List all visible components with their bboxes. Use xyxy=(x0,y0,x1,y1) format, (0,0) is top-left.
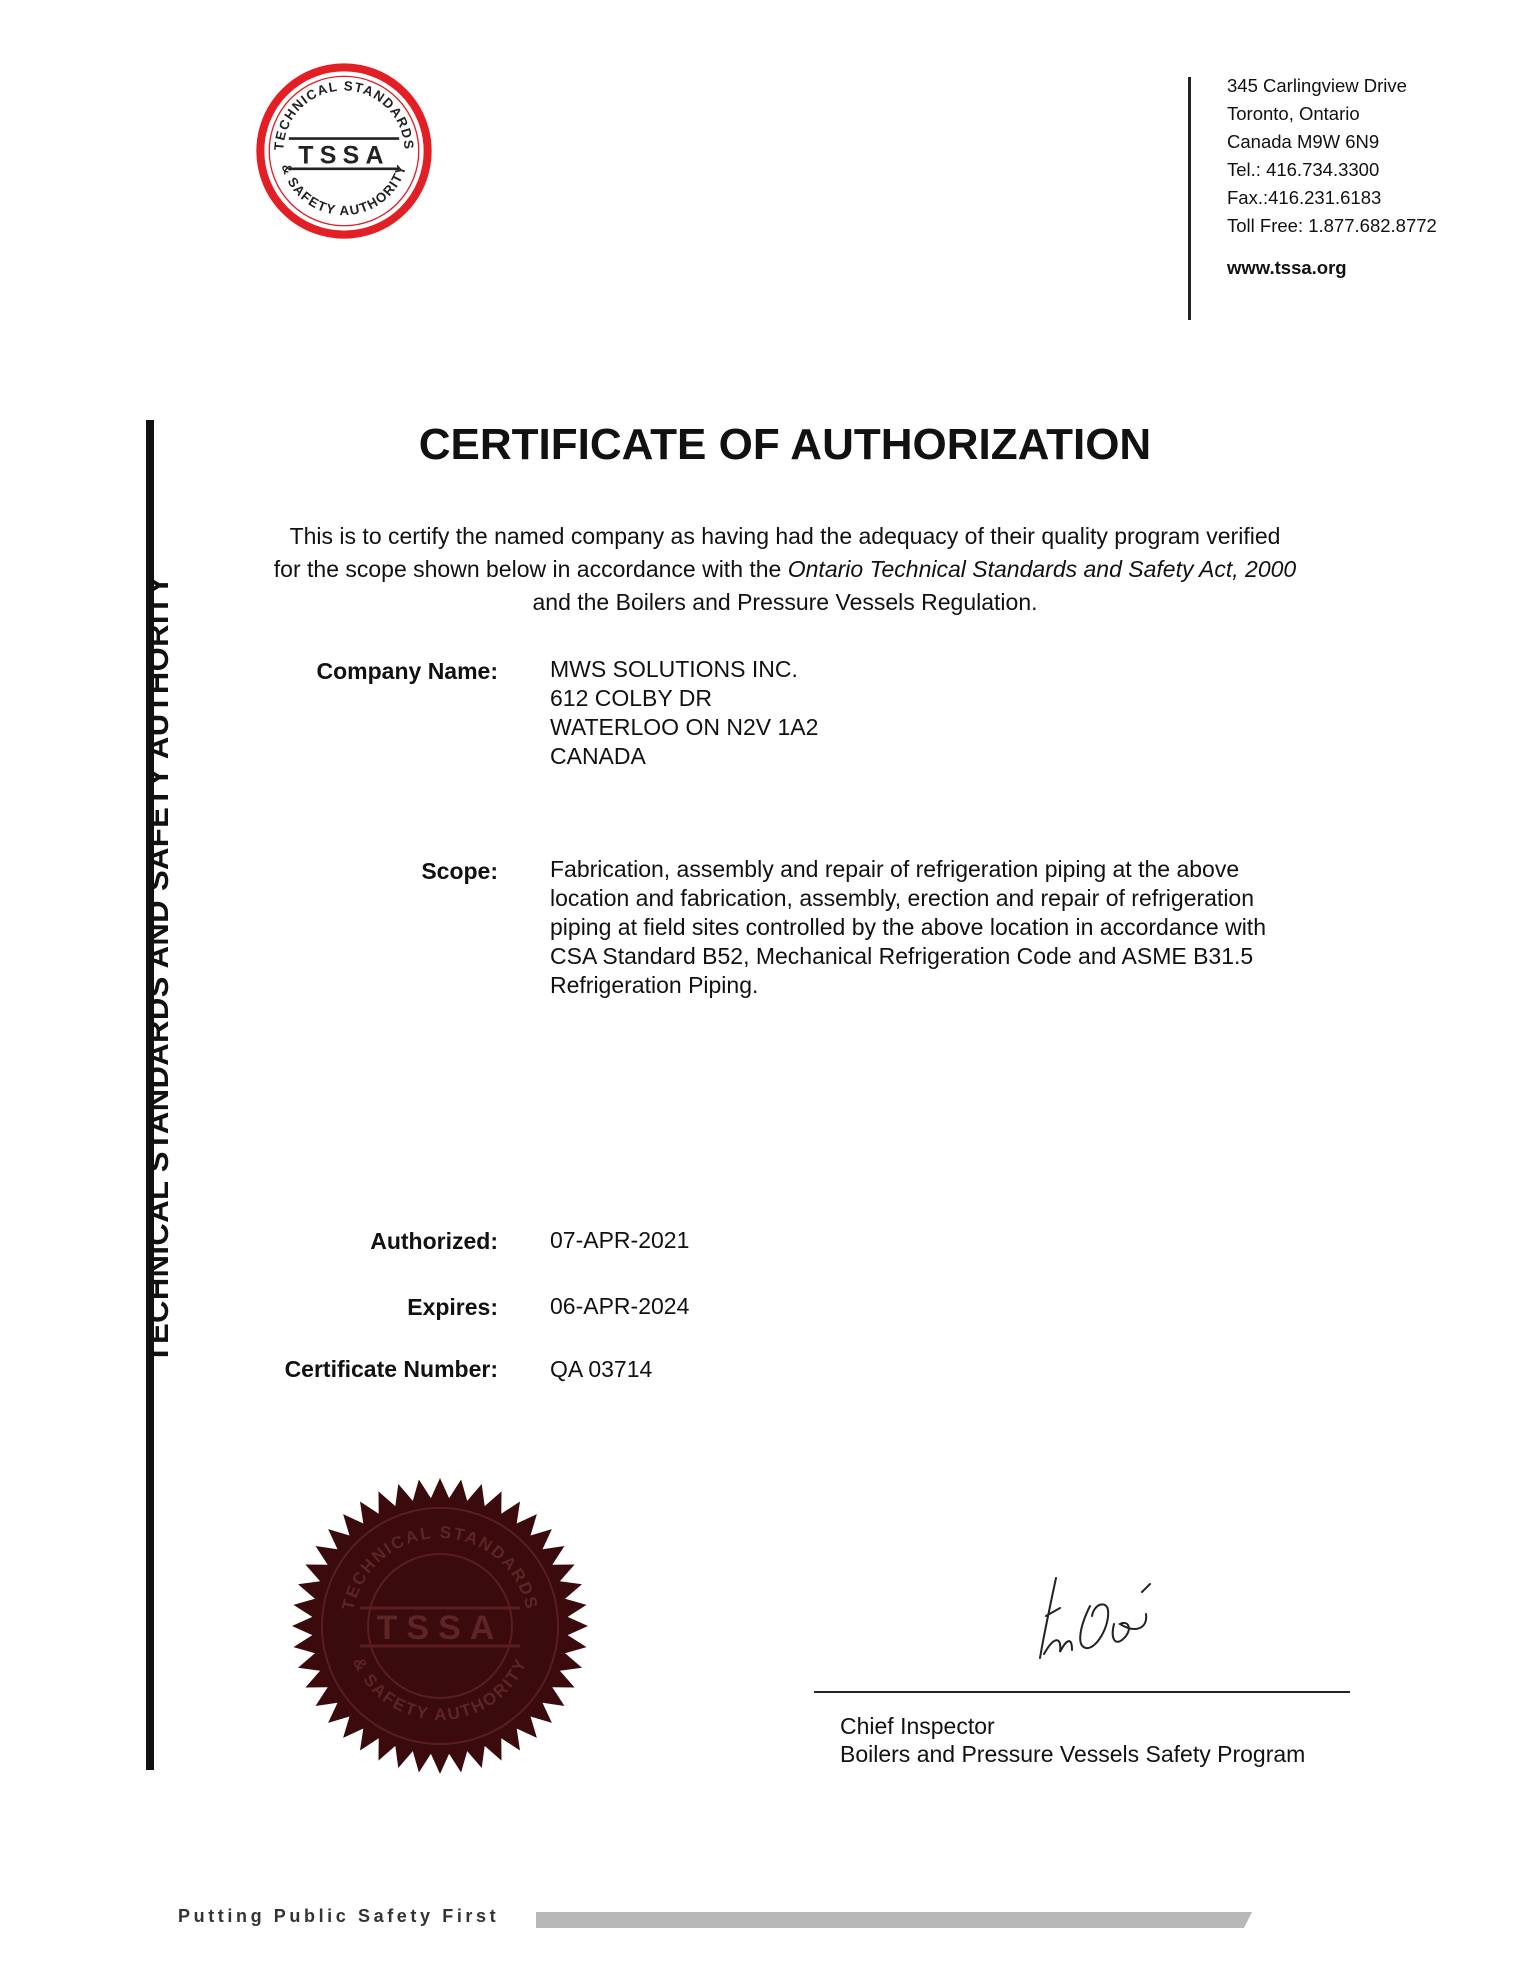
statement-line-2-prefix: for the scope shown below in accordance with the xyxy=(273,556,788,582)
authorized-label: Authorized: xyxy=(370,1228,498,1254)
company-country: CANADA xyxy=(550,743,646,769)
statement-line-2 xyxy=(200,553,1370,586)
certification-statement xyxy=(200,520,1370,619)
authorized-date: 07-APR-2021 xyxy=(550,1227,690,1253)
contact-city-line: Toronto, Ontario xyxy=(1227,103,1360,124)
company-address xyxy=(550,655,1350,771)
seal-ring-bottom: & SAFETY AUTHORITY xyxy=(348,1654,532,1725)
company-street: 612 COLBY DR xyxy=(550,685,712,711)
contact-block xyxy=(1227,72,1437,282)
footer-bar xyxy=(536,1912,1252,1928)
expires-label: Expires: xyxy=(407,1294,498,1320)
footer-tagline: Putting Public Safety First xyxy=(178,1906,500,1926)
scope-label: Scope: xyxy=(421,858,498,884)
scope-line: Fabrication, assembly and repair of refrigeration piping at the above xyxy=(550,856,1240,882)
signatory-block xyxy=(840,1712,1305,1768)
contact-toll-free: Toll Free: 1.877.682.8772 xyxy=(1227,215,1437,236)
company-city: WATERLOO ON N2V 1A2 xyxy=(550,714,819,740)
contact-postal-line: Canada M9W 6N9 xyxy=(1227,131,1380,152)
signatory-program: Boilers and Pressure Vessels Safety Program xyxy=(840,1741,1306,1767)
company-name-label: Company Name: xyxy=(316,658,498,684)
tssa-logo xyxy=(255,62,433,240)
seal-ring-top: TECHNICAL STANDARDS xyxy=(338,1522,542,1613)
signatory-title: Chief Inspector xyxy=(840,1713,995,1739)
scope-line: location and fabrication, assembly, erection and repair of refrigeration xyxy=(550,885,1255,911)
contact-website: www.tssa.org xyxy=(1227,257,1347,278)
logo-ring-bottom: & SAFETY AUTHORITY xyxy=(278,162,410,219)
statement-line-1: This is to certify the named company as having had the adequacy of their quality program verified xyxy=(289,523,1281,549)
scope-line: Refrigeration Piping. xyxy=(550,972,759,998)
logo-center-text: TSSA xyxy=(298,141,390,170)
scope-text xyxy=(550,855,1350,1000)
certificate-number-label: Certificate Number: xyxy=(284,1356,498,1382)
scope-line: piping at field sites controlled by the above location in accordance with xyxy=(550,914,1266,940)
company-name: MWS SOLUTIONS INC. xyxy=(550,656,798,682)
statement-line-3: and the Boilers and Pressure Vessels Regulation. xyxy=(532,589,1038,615)
side-authority-text: TECHNICAL STANDARDS AND SAFETY AUTHORITY xyxy=(140,574,175,1364)
contact-phone: Tel.: 416.734.3300 xyxy=(1227,159,1380,180)
contact-address-line: 345 Carlingview Drive xyxy=(1227,75,1407,96)
contact-divider xyxy=(1188,77,1191,320)
expires-date: 06-APR-2024 xyxy=(550,1293,690,1319)
logo-ring-top: TECHNICAL STANDARDS xyxy=(271,78,417,151)
certificate-number: QA 03714 xyxy=(550,1356,653,1382)
seal-center-text: TSSA xyxy=(376,1609,504,1647)
signature-line xyxy=(814,1691,1350,1693)
tssa-seal xyxy=(290,1476,590,1776)
contact-fax: Fax.:416.231.6183 xyxy=(1227,187,1382,208)
act-name: Ontario Technical Standards and Safety Act, 2000 xyxy=(787,556,1297,582)
handwritten-signature xyxy=(1010,1566,1210,1676)
scope-line: CSA Standard B52, Mechanical Refrigeration Code and ASME B31.5 xyxy=(550,943,1254,969)
certificate-title: CERTIFICATE OF AUTHORIZATION xyxy=(418,420,1152,469)
